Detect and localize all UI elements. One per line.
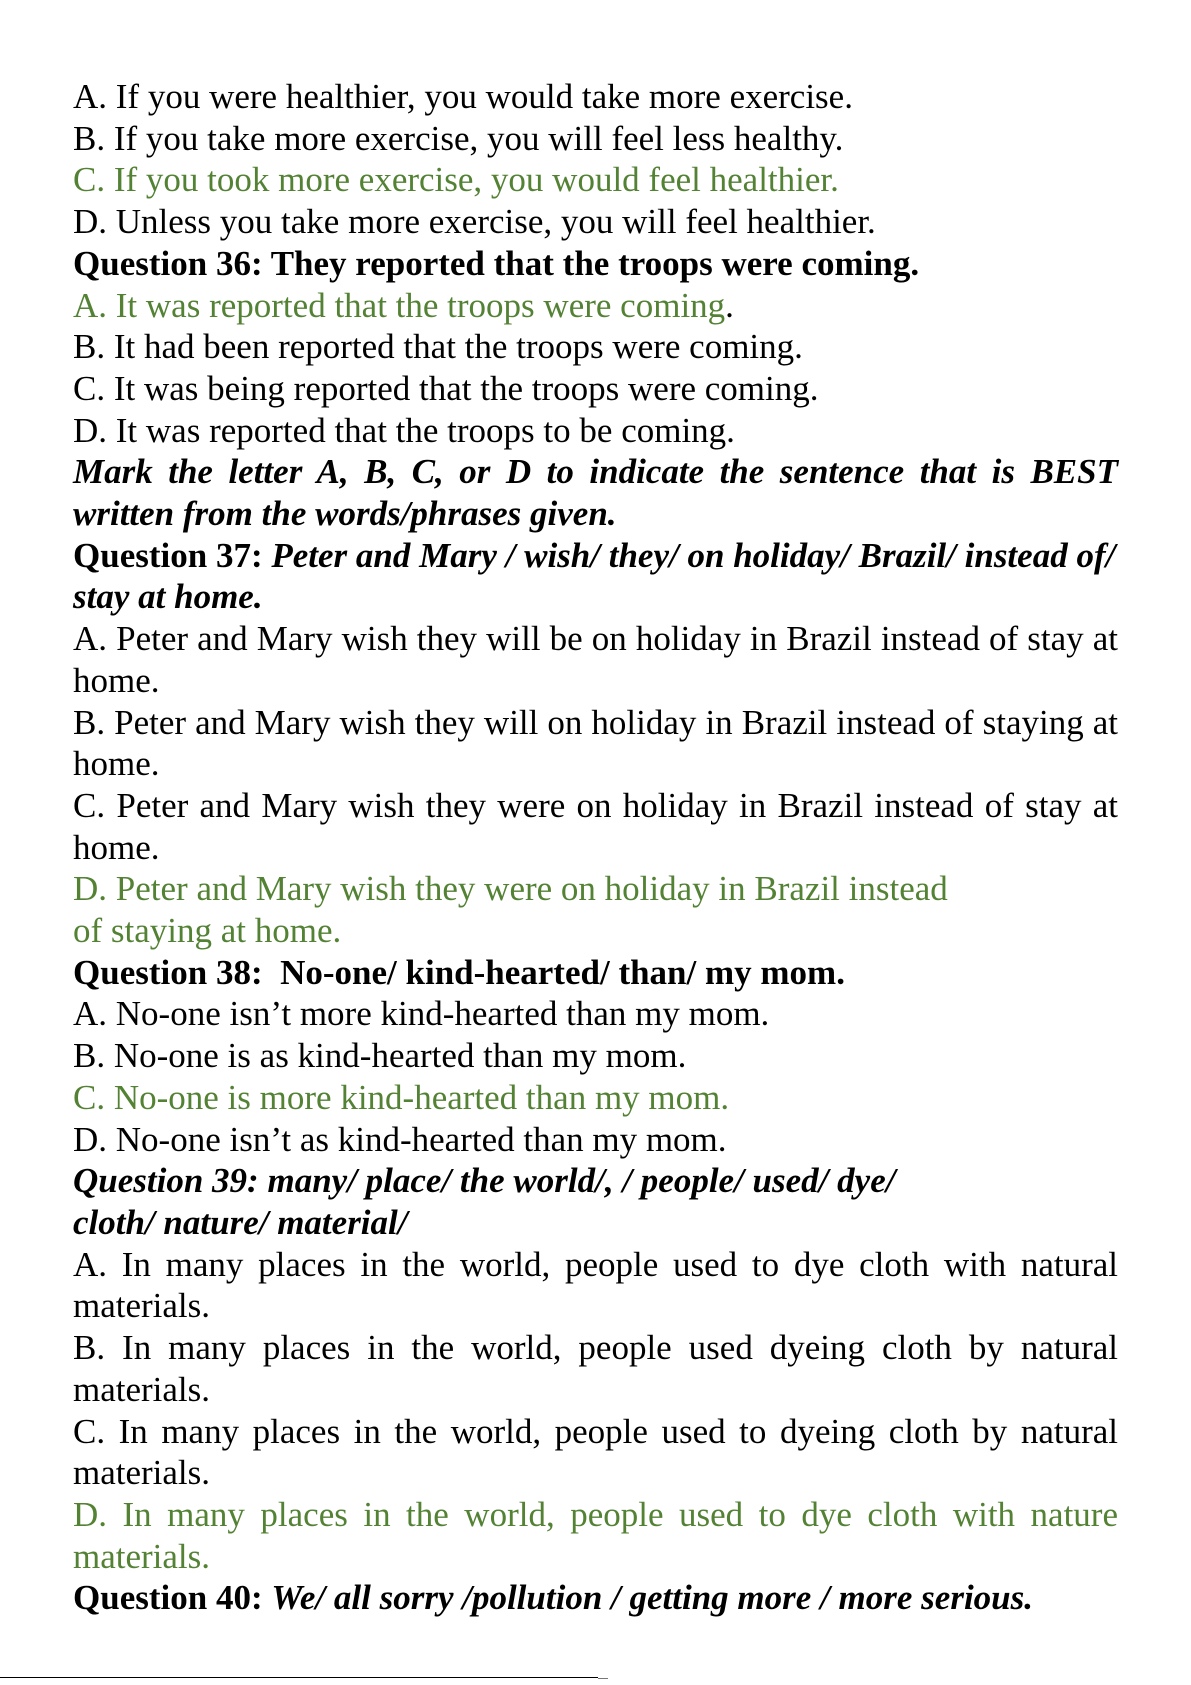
q38-option-c-correct: C. No-one is more kind-hearted than my mom. [73, 1077, 730, 1117]
q39-option-c: C. In many places in the world, people used to dyeing cloth by natural materials. [73, 1411, 1118, 1493]
q38-option-b: B. No-one is as kind-hearted than my mom. [73, 1036, 687, 1076]
q36-option-b: B. It had been reported that the troops were coming. [73, 327, 803, 367]
footer-rule [0, 1677, 598, 1678]
q38-option-a: A. No-one isn’t more kind-hearted than my mom. [73, 994, 770, 1034]
question-38-heading: Question 38: No-one/ kind-hearted/ than/ my mom. [73, 952, 845, 992]
q37-prompt: Peter and Mary / wish/ they/ on holiday/ Brazil/ instead of/ stay at home. [73, 535, 1116, 617]
question-39-heading: Question 39: many/ place/ the world/, / people/ used/ dye/ cloth/ nature/ material/ [73, 1161, 896, 1242]
prev-option-a: A. If you were healthier, you would take more exercise. [73, 77, 853, 116]
q37-option-d-correct: D. Peter and Mary wish they were on holiday in Brazil instead of staying at home. [73, 869, 948, 951]
q38-option-d: D. No-one isn’t as kind-hearted than my mom. [73, 1119, 727, 1159]
q39-option-b: B. In many places in the world, people used dyeing cloth by natural materials. [73, 1328, 1118, 1409]
prev-option-d: D. Unless you take more exercise, you will feel healthier. [73, 202, 876, 242]
q36-option-a-row [73, 285, 1118, 327]
question-37-heading [73, 535, 1118, 618]
q37-option-c: C. Peter and Mary wish they were on holiday in Brazil instead of stay at home. [73, 785, 1118, 867]
q39-option-d-correct: D. In many places in the world, people used to dye cloth with nature materials. [73, 1494, 1118, 1576]
q37-option-b: B. Peter and Mary wish they will on holiday in Brazil instead of staying at home. [73, 702, 1118, 784]
q37-label: Question 37: [73, 535, 263, 575]
q40-label: Question 40: [73, 1578, 263, 1618]
q36-option-c: C. It was being reported that the troops were coming. [73, 368, 819, 408]
prev-option-b: B. If you take more exercise, you will feel less healthy. [73, 118, 844, 158]
worksheet-page [73, 76, 1118, 1619]
q40-prompt: We/ all sorry /pollution / getting more / more serious. [271, 1578, 1034, 1618]
question-40-heading [73, 1577, 1118, 1619]
q36-option-d: D. It was reported that the troops to be coming. [73, 410, 735, 450]
question-36-heading: Question 36: They reported that the troops were coming. [73, 243, 920, 283]
q39-option-a: A. In many places in the world, people used to dye cloth with natural materials. [73, 1244, 1118, 1326]
footer-mark [598, 1674, 608, 1679]
q37-option-a: A. Peter and Mary wish they will be on holiday in Brazil instead of stay at home. [73, 619, 1118, 700]
prev-option-c-correct: C. If you took more exercise, you would feel healthier. [73, 160, 839, 200]
q36-option-a-period: . [725, 285, 734, 325]
section-instruction: Mark the letter A, B, C, or D to indicate the sentence that is BEST written from the words/phrases given. [73, 452, 1118, 534]
q36-option-a-correct: A. It was reported that the troops were coming [73, 285, 726, 325]
